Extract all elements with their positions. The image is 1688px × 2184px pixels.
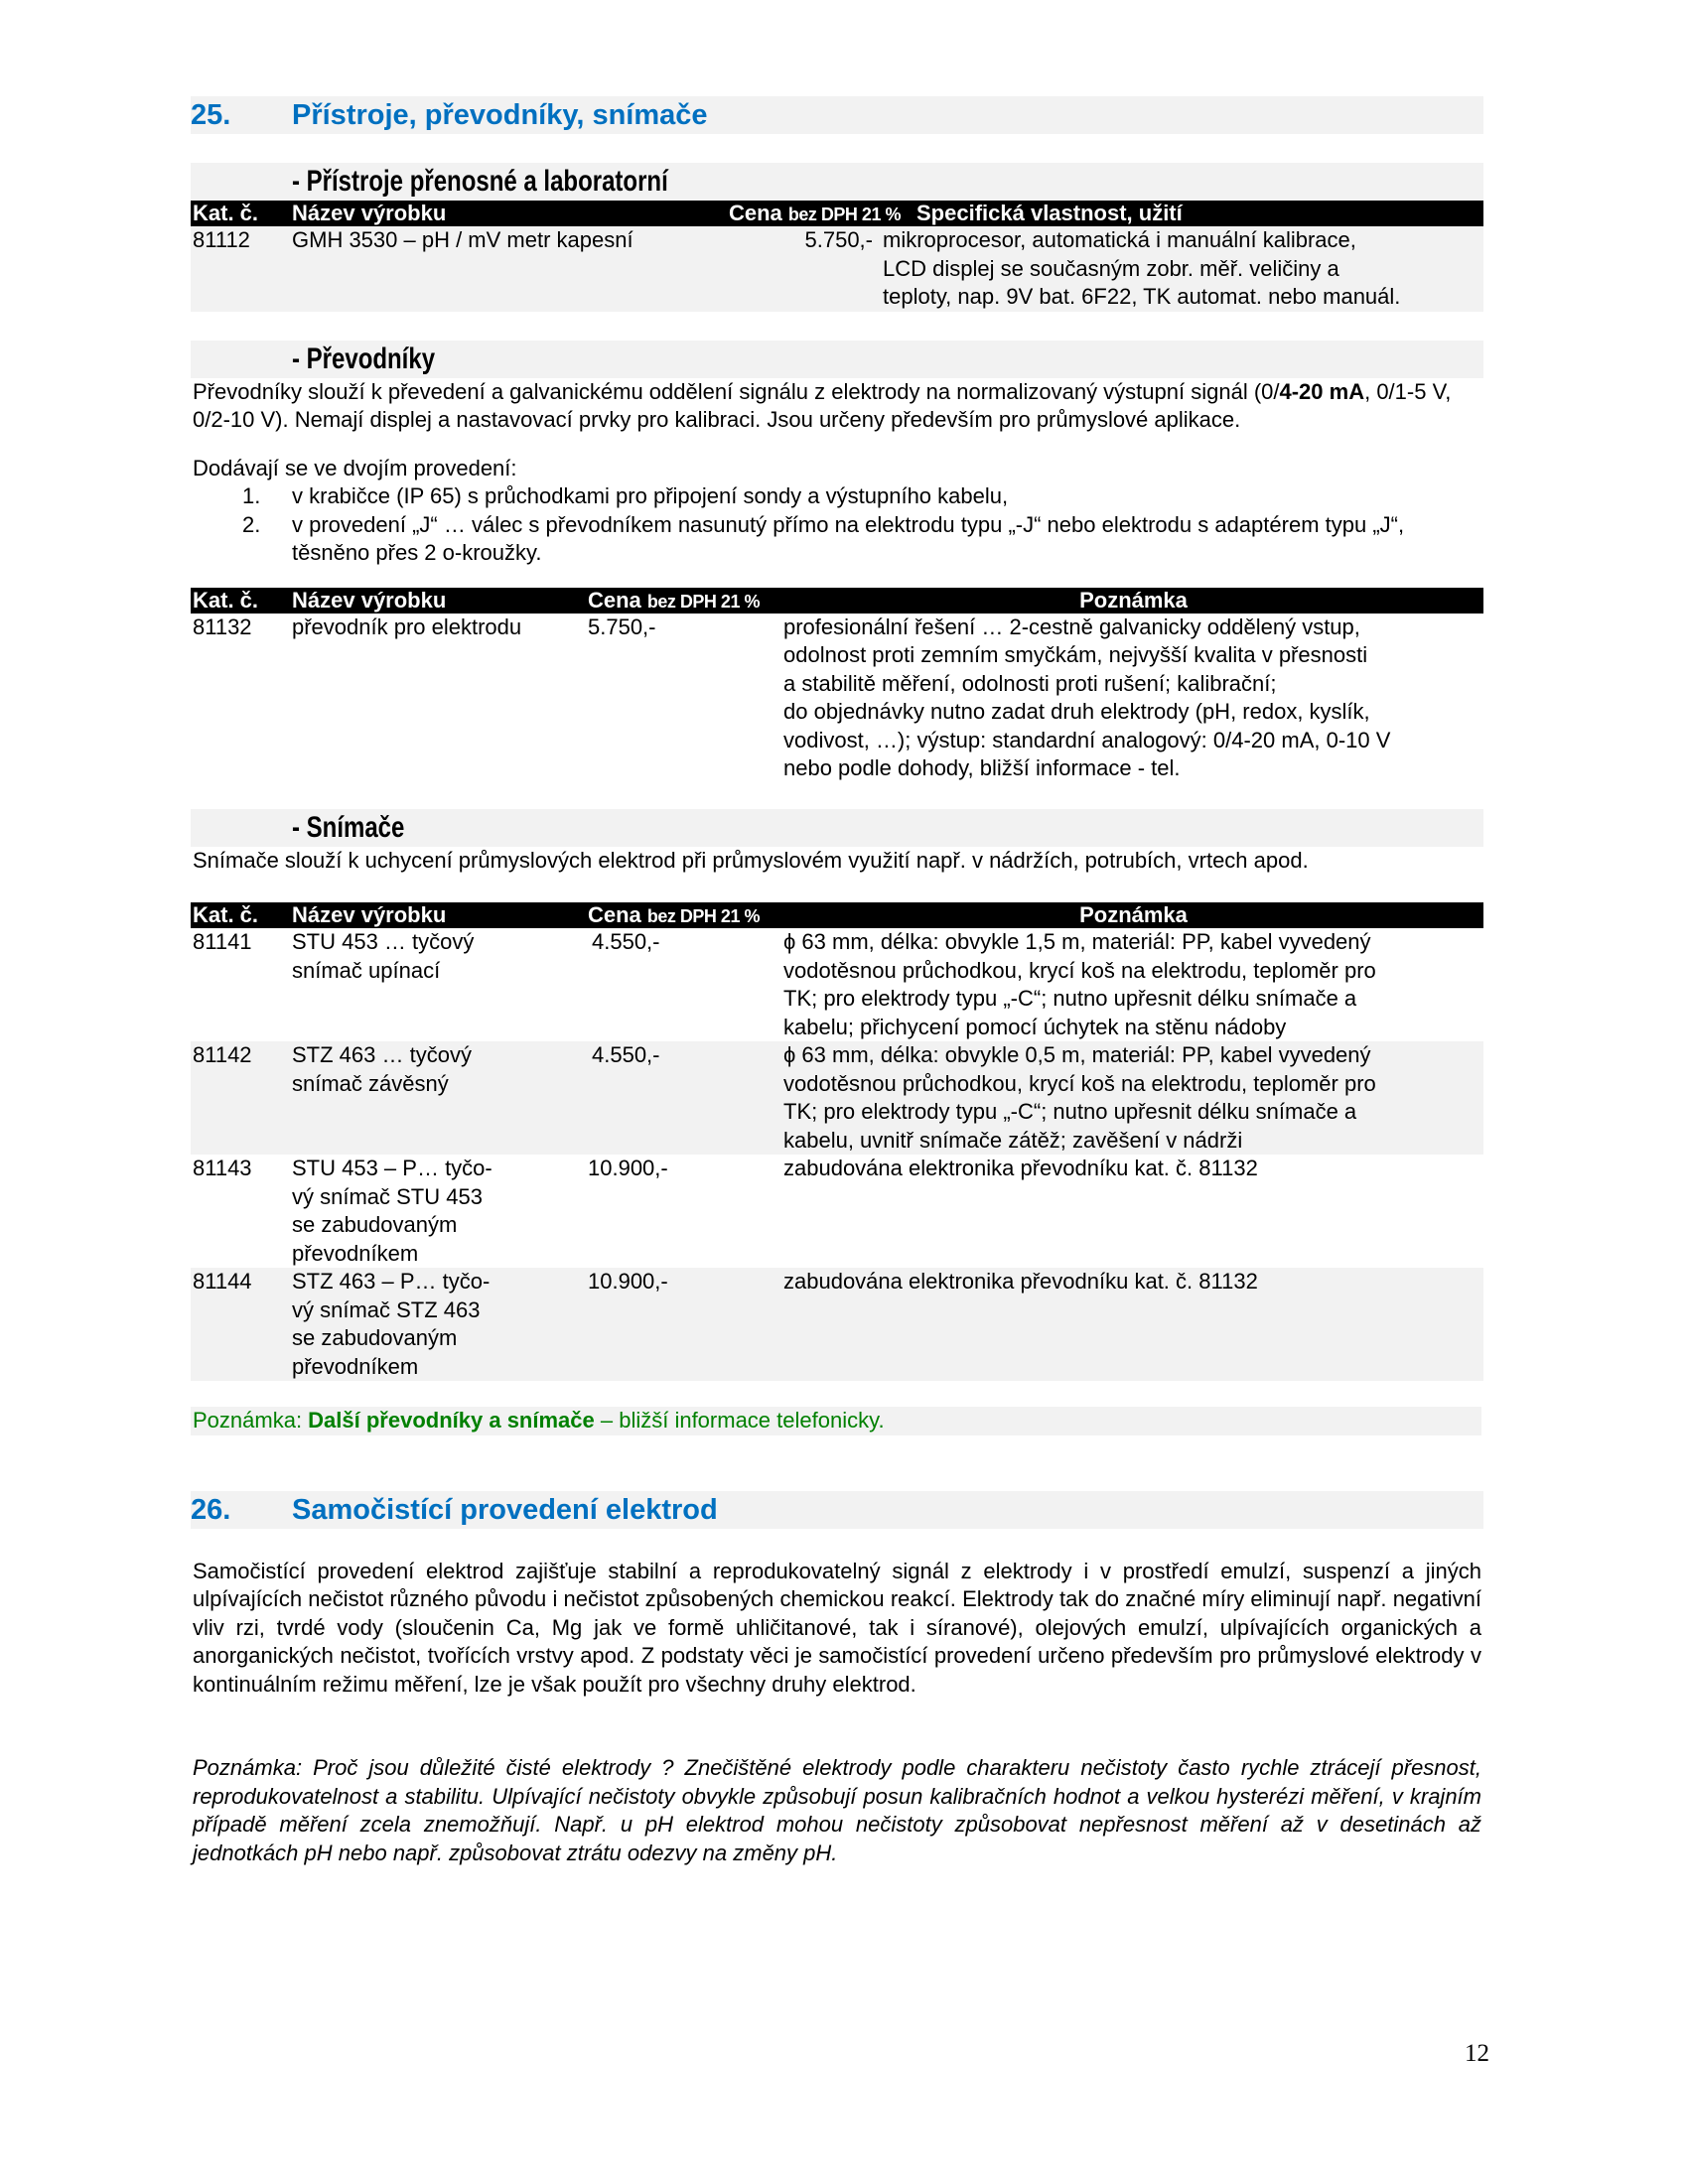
col-header-price [727,201,901,226]
name-line: snímač upínací [292,957,441,983]
price-header-label: Cena [588,587,647,613]
variants-intro: Dodávají se ve dvojím provedení: [193,455,517,480]
table-row [191,928,1483,1041]
col-header-kat: Kat. č. [193,201,259,225]
name-line: se zabudovaným [292,1325,458,1350]
cell-kat: 81132 [193,614,252,639]
page-number: 12 [1465,2040,1489,2067]
price-header-label: Cena [729,201,788,225]
col-header-kat: Kat. č. [193,902,259,927]
section-26-note: Poznámka: Proč jsou důležité čisté elektrody ? Znečištěné elektrody podle charakteru nečistoty často rychle ztrácejí přesnost, reprodukovatelnost a stabilitu. Ulpívající nečistoty obvykle způsobují posun kalibračních hodnot a velkou hysterézi měření, v krajním případě měření zcela znemožňují. Např. u pH elektrod mohou nečistoty způsobovat nepřesnost měření až v desetinách až jednotkách pH nebo např. způsobovat ztrátu odezvy na změny pH. [193,1755,1481,1865]
table-header-portable [191,201,1483,226]
col-header-name: Název výrobku [292,902,447,927]
col-header-price [586,588,781,614]
name-line: převodníkem [292,1353,419,1379]
note-bold: Další převodníky a snímače [308,1408,595,1433]
page-content [191,96,1483,1867]
price-header-vat: bez DPH 21 % [646,906,760,926]
name-line: se zabudovaným [292,1212,458,1237]
cell-name [290,1268,586,1381]
note-line: ϕ 63 mm, délka: obvykle 0,5 m, materiál: PP, kabel vyvedený [783,1042,1371,1067]
cell-price: 5.750,- [588,614,656,639]
cell-note [881,226,1483,312]
name-line: STZ 463 … tyčový [292,1042,472,1067]
col-header-spec: Specifická vlastnost, užití [916,201,1183,225]
note-line: TK; pro elektrody typu „-C“; nutno upřesnit délku snímače a [783,986,1357,1011]
note-line: a stabilitě měření, odolnosti proti rušení; kalibrační; [783,670,1277,696]
table-row [191,1268,1483,1381]
note-rest: – bližší informace telefonicky. [594,1408,885,1433]
cell-price: 5.750,- [804,227,873,252]
table-sensors [191,902,1483,1381]
cell-price: 4.550,- [592,1042,660,1067]
price-header-label: Cena [588,902,647,927]
col-header-note: Poznámka [1079,587,1188,613]
cell-price: 10.900,- [588,1269,668,1294]
section-title: Přístroje, převodníky, snímače [292,99,708,131]
name-line: snímač závěsný [292,1070,449,1096]
sensors-intro: Snímače slouží k uchycení průmyslových elektrod při průmyslovém využití např. v nádržích, potrubích, vrtech apod. [193,847,1309,873]
note-line: vodivost, …); výstup: standardní analogový: 0/4-20 mA, 0-10 V [783,727,1391,752]
table-row [191,1041,1483,1155]
table-row [191,1155,1483,1268]
converters-variants [191,455,1481,568]
note-line: profesionální řešení … 2-cestně galvanicky oddělený vstup, [783,614,1360,639]
subheading-sensors: - Snímače [292,810,405,844]
cell-kat: 81141 [193,929,252,954]
name-line: vý snímač STU 453 [292,1183,483,1209]
section-25-heading [191,96,1483,134]
subheading-band-sensors [191,809,1483,847]
cell-note [781,1155,1483,1268]
col-header-kat: Kat. č. [193,587,259,613]
subheading-band-converters [191,341,1483,378]
table-converters [191,588,1483,783]
note-line: nebo podle dohody, bližší informace - tel. [783,755,1181,780]
subheading-portable: - Přístroje přenosné a laboratorní [292,165,668,198]
subheading-band-portable [191,163,1483,201]
col-header-price [586,902,781,928]
cell-note [781,928,1483,1041]
note-line: mikroprocesor, automatická i manuální kalibrace, [883,227,1356,252]
cell-kat: 81112 [193,227,250,252]
cell-kat: 81142 [193,1042,252,1067]
subheading-converters: - Převodníky [292,341,436,375]
list-number: 2. [242,511,261,537]
table-portable [191,201,1483,312]
cell-price: 4.550,- [592,929,660,954]
note-line: zabudována elektronika převodníku kat. č. 81132 [783,1156,1258,1180]
cell-name [290,1041,586,1155]
table-row [191,226,1483,312]
variant-text: v provedení „J“ … válec s převodníkem nasunutý přímo na elektrodu typu „-J“ nebo elektrodu s adaptérem typu „J“, těsněno přes 2 o-kroužky. [292,511,1405,565]
cell-note [781,1268,1483,1381]
cell-kat: 81143 [193,1156,252,1180]
cell-price: 10.900,- [588,1156,668,1180]
variant-text: v krabičce (IP 65) s průchodkami pro připojení sondy a výstupního kabelu, [292,483,1009,508]
col-header-name: Název výrobku [292,201,447,225]
list-number: 1. [242,483,261,508]
name-line: STU 453 – P… tyčo- [292,1156,492,1180]
variant-item [193,511,1481,568]
col-header-note: Poznámka [1079,902,1188,927]
note-line: zabudována elektronika převodníku kat. č. 81132 [783,1269,1258,1294]
cell-name [290,928,586,1041]
converters-intro [191,378,1481,435]
table-header-sensors [191,902,1483,928]
cell-note [781,614,1483,783]
section-number: 25. [191,99,231,131]
note-line: ϕ 63 mm, délka: obvykle 1,5 m, materiál: PP, kabel vyvedený [783,929,1371,954]
cell-kat: 81144 [193,1269,252,1294]
note-line: kabelu, uvnitř snímače zátěž; zavěšení v nádrži [783,1127,1243,1153]
green-note [191,1407,1481,1435]
intro-text: Převodníky slouží k převedení a galvanickému oddělení signálu z elektrody na normalizovaný výstupní signál (0/ [193,378,1280,404]
cell-note [781,1041,1483,1155]
note-line: LCD displej se současným zobr. měř. veličiny a [883,255,1339,281]
name-line: převodníkem [292,1240,419,1266]
intro-text-rest: , 0/1-5 V, 0/2-10 V). Nemají displej a nastavovací prvky pro kalibraci. Jsou určeny především pro průmyslové aplikace. [193,378,1452,432]
note-line: teploty, nap. 9V bat. 6F22, TK automat. nebo manuál. [883,284,1401,309]
section-title: Samočistící provedení elektrod [292,1493,718,1526]
name-line: vý snímač STZ 463 [292,1297,481,1322]
cell-name [290,1155,586,1268]
note-label: Poznámka: [193,1408,309,1433]
variant-item [193,482,1481,511]
cell-name: převodník pro elektrodu [292,614,522,639]
note-line: vodotěsnou průchodkou, krycí koš na elektrodu, teploměr pro [783,1070,1376,1096]
table-header-converters [191,588,1483,614]
col-header-name: Název výrobku [292,587,447,613]
intro-bold: 4-20 mA [1279,378,1365,404]
section-number: 26. [191,1493,231,1526]
name-line: STZ 463 – P… tyčo- [292,1269,491,1294]
name-line: STU 453 … tyčový [292,929,475,954]
note-line: odolnost proti zemním smyčkám, nejvyšší kvalita v přesnosti [783,642,1368,667]
note-line: do objednávky nutno zadat druh elektrody (pH, redox, kyslík, [783,699,1370,724]
cell-name: GMH 3530 – pH / mV metr kapesní [292,227,633,252]
price-header-vat: bez DPH 21 % [787,205,901,224]
note-line: vodotěsnou průchodkou, krycí koš na elektrodu, teploměr pro [783,957,1376,983]
section-26-body: Samočistící provedení elektrod zajišťuje stabilní a reprodukovatelný signál z elektrody i v prostředí emulzí, suspenzí a jiných ulpívajících nečistot různého původu i nečistot způsobených chemickou reakcí. Elektrody tak do značné míry eliminují např. negativní vliv rzi, tvrdé vody (sloučenin Ca, Mg jak ve formě uhličitanové, tak i síranové), olejových emulzí, ulpívajících organických a anorganických nečistot, tvořících vrstvy apod. Z podstaty věci je samočistící provedení určeno především pro průmyslové elektrody v kontinuálním režimu měření, lze je však použít pro všechny druhy elektrod. [193,1558,1481,1697]
price-header-vat: bez DPH 21 % [646,591,760,612]
table-row [191,614,1483,783]
note-line: kabelu; přichycení pomocí úchytek na stěnu nádoby [783,1014,1287,1039]
section-26-heading [191,1491,1483,1529]
note-line: TK; pro elektrody typu „-C“; nutno upřesnit délku snímače a [783,1099,1357,1124]
